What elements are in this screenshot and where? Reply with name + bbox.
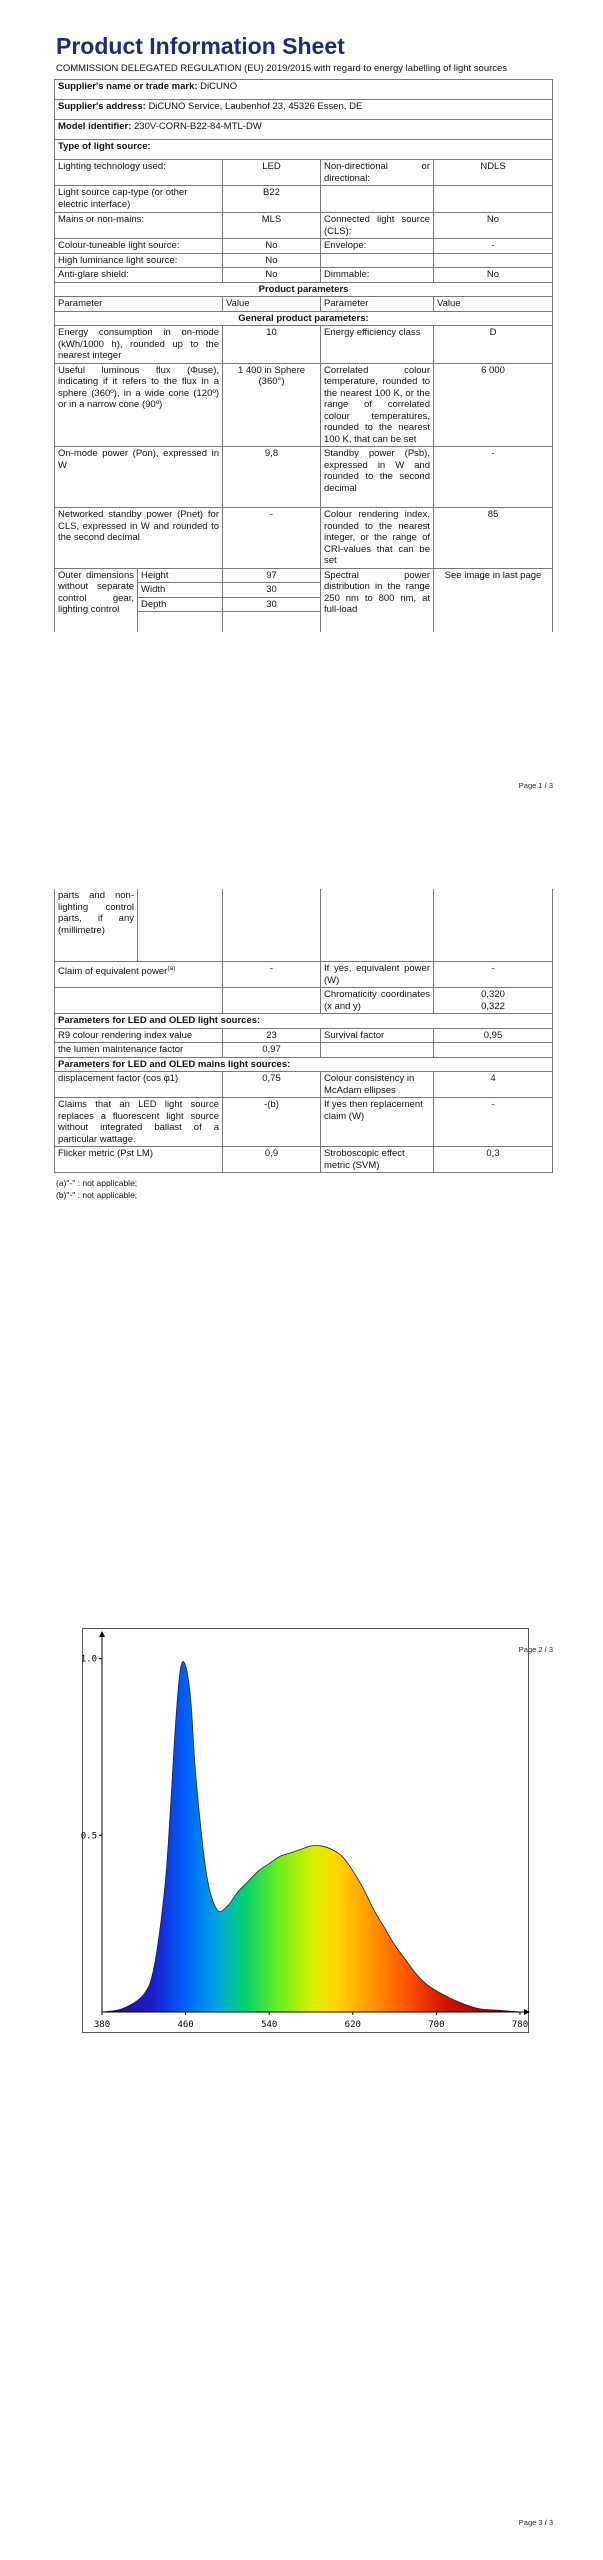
type-value: No xyxy=(223,253,321,268)
spd-value: See image in last page xyxy=(434,568,553,632)
type-row xyxy=(55,253,553,268)
param-label: If yes then replacement claim (W) xyxy=(321,1098,434,1147)
supplier-address-value: DiCUNO Service, Laubenhof 23, 45326 Essen, DE xyxy=(148,101,363,112)
width-label: Width xyxy=(138,583,223,598)
param-label: Networked standby power (Pnet) for CLS, expressed in W and rounded to the second decimal xyxy=(55,508,223,569)
page-title: Product Information Sheet xyxy=(56,33,345,59)
height-value: 97 xyxy=(223,568,321,583)
param-label: Correlated colour temperature, rounded to the nearest 100 K, or the range of correlated colour temperatures, rounded to the nearest 100 K, that can be set xyxy=(321,363,434,447)
param-row xyxy=(55,1043,553,1058)
type-param: High luminance light source: xyxy=(55,253,223,268)
spectrum-area xyxy=(102,1662,520,2012)
param-row xyxy=(55,1147,553,1173)
param-label: Useful luminous flux (Φuse), indicating if it refers to the flux in a sphere (360º), in a wide cone (120º) or in a narrow cone (90º) xyxy=(55,363,223,447)
param-value: 0,9 xyxy=(223,1147,321,1173)
param-value: 4 xyxy=(434,1072,553,1098)
param-row xyxy=(55,508,553,569)
led-section-heading: Parameters for LED and OLED light sources: xyxy=(55,1014,553,1029)
column-header: Value xyxy=(223,297,321,312)
x-tick-label: 620 xyxy=(344,2020,361,2030)
page-2 xyxy=(54,889,552,1201)
chromaticity-y: 0,322 xyxy=(481,1000,505,1012)
x-tick-label: 780 xyxy=(511,2020,529,2030)
dimensions-table xyxy=(54,568,553,633)
info-table-page-2 xyxy=(54,961,553,1173)
equiv-power-value: - xyxy=(434,962,553,988)
supplier-name-row xyxy=(55,80,553,100)
column-header: Value xyxy=(434,297,553,312)
type-value: - xyxy=(434,239,553,254)
y-tick-label: 0.5 xyxy=(80,1831,97,1842)
page-number: Page 3 / 3 xyxy=(518,2518,553,2527)
param-label: Energy efficiency class xyxy=(321,326,434,364)
product-params-heading-row xyxy=(55,282,553,297)
chromaticity-label: Chromaticity coordinates (x and y) xyxy=(321,988,434,1014)
product-params-heading: Product parameters xyxy=(55,282,553,297)
model-label: Model identifier: xyxy=(58,121,132,132)
general-params-heading-row xyxy=(55,311,553,326)
info-table-page-1 xyxy=(54,79,553,569)
height-label: Height xyxy=(138,568,223,583)
param-label: Flicker metric (Pst LM) xyxy=(55,1147,223,1173)
supplier-address-row xyxy=(55,100,553,120)
param-value: - xyxy=(223,508,321,569)
type-value: NDLS xyxy=(434,160,553,186)
param-label: Survival factor xyxy=(321,1028,434,1043)
param-value: 85 xyxy=(434,508,553,569)
param-label xyxy=(321,1043,434,1058)
column-header: Parameter xyxy=(55,297,223,312)
param-label: Colour rendering index, rounded to the nearest integer, or the range of CRI-values that can be set xyxy=(321,508,434,569)
mains-section-heading: Parameters for LED and OLED mains light sources: xyxy=(55,1057,553,1072)
type-param: Colour-tuneable light source: xyxy=(55,239,223,254)
param-row xyxy=(55,1028,553,1043)
param-value: - xyxy=(434,1098,553,1147)
type-param: Non-directional or directional: xyxy=(321,160,434,186)
y-axis-arrow xyxy=(99,1631,105,1637)
type-param: Light source cap-type (or other electric interface) xyxy=(55,186,223,213)
type-value: No xyxy=(223,268,321,283)
type-value: No xyxy=(434,213,553,239)
x-tick-label: 540 xyxy=(261,2020,278,2030)
type-param: Mains or non-mains: xyxy=(55,213,223,239)
param-row xyxy=(55,363,553,447)
equiv-claim-label: Claim of equivalent power xyxy=(58,966,168,978)
depth-value: 30 xyxy=(223,597,321,612)
type-value: MLS xyxy=(223,213,321,239)
footnote-b: (b)"-" : not applicable; xyxy=(56,1190,138,1200)
supplier-name-label: Supplier's name or trade mark: xyxy=(58,81,198,92)
param-value: D xyxy=(434,326,553,364)
depth-label: Depth xyxy=(138,597,223,612)
param-label: Stroboscopic effect metric (SVM) xyxy=(321,1147,434,1173)
type-value: LED xyxy=(223,160,321,186)
regulation-text: COMMISSION DELEGATED REGULATION (EU) 2019/2015 with regard to energy labelling of light sources xyxy=(56,63,508,74)
param-label: On-mode power (Pon), expressed in W xyxy=(55,447,223,508)
equiv-claim-value: - xyxy=(223,962,321,988)
type-value: B22 xyxy=(223,186,321,213)
x-tick-label: 700 xyxy=(428,2020,445,2030)
param-row xyxy=(55,962,553,988)
param-row xyxy=(55,326,553,364)
equiv-power-label: If yes, equivalent power (W) xyxy=(321,962,434,988)
chromaticity-x: 0,320 xyxy=(481,989,505,1000)
type-value: No xyxy=(434,268,553,283)
width-value: 30 xyxy=(223,583,321,598)
type-param: Envelope: xyxy=(321,239,434,254)
column-header-row xyxy=(55,297,553,312)
param-value: 10 xyxy=(223,326,321,364)
page-1 xyxy=(54,34,552,632)
model-row xyxy=(55,120,553,140)
x-tick-label: 380 xyxy=(93,2020,111,2030)
spd-label: Spectral power distribution in the range 250 nm to 800 nm, at full-load xyxy=(321,568,434,632)
type-param xyxy=(321,253,434,268)
column-header: Parameter xyxy=(321,297,434,312)
mains-section-row xyxy=(55,1057,553,1072)
type-section-heading: Type of light source: xyxy=(55,140,553,160)
type-row xyxy=(55,186,553,213)
param-row xyxy=(55,988,553,1014)
type-param: Anti-glare shield: xyxy=(55,268,223,283)
type-section-row xyxy=(55,140,553,160)
param-label: R9 colour rendering index value xyxy=(55,1028,223,1043)
param-label: displacement factor (cos φ1) xyxy=(55,1072,223,1098)
param-value: 0,75 xyxy=(223,1072,321,1098)
type-row xyxy=(55,160,553,186)
dimensions-label-continued: parts and non-lighting control parts, if any (millimetre) xyxy=(55,889,138,962)
param-row xyxy=(55,1098,553,1147)
type-value: No xyxy=(223,239,321,254)
param-value: 0,95 xyxy=(434,1028,553,1043)
type-param: Lighting technology used: xyxy=(55,160,223,186)
page-number: Page 2 / 3 xyxy=(518,1645,553,1654)
param-value xyxy=(434,1043,553,1058)
param-label: Colour consistency in McAdam ellipses xyxy=(321,1072,434,1098)
param-value: 9,8 xyxy=(223,447,321,508)
led-section-row xyxy=(55,1014,553,1029)
param-label: Claims that an LED light source replaces a fluorescent light source without integrated ballast of a particular wattage. xyxy=(55,1098,223,1147)
type-row xyxy=(55,239,553,254)
x-axis-arrow xyxy=(524,2009,530,2015)
type-param: Connected light source (CLS): xyxy=(321,213,434,239)
param-value: 0,3 xyxy=(434,1147,553,1173)
spectral-distribution-chart xyxy=(80,1629,529,2032)
param-row xyxy=(55,447,553,508)
y-tick-label: 1.0 xyxy=(80,1654,97,1665)
param-label: the lumen maintenance factor xyxy=(55,1043,223,1058)
model-value: 230V-CORN-B22-84-MTL-DW xyxy=(134,121,262,132)
supplier-name-value: DiCUNO xyxy=(200,81,238,92)
param-value: 6 000 xyxy=(434,363,553,447)
page-number: Page 1 / 3 xyxy=(518,781,553,790)
x-tick-label: 460 xyxy=(177,2020,194,2030)
param-value: 0,97 xyxy=(223,1043,321,1058)
footnote-a: (a)"-" : not applicable; xyxy=(56,1178,138,1188)
param-value: - xyxy=(434,447,553,508)
supplier-address-label: Supplier's address: xyxy=(58,101,146,112)
param-value: -(b) xyxy=(223,1098,321,1147)
dimensions-label: Outer dimensions without separate control gear, lighting control xyxy=(55,568,138,632)
spectrum-chart-frame xyxy=(82,1628,529,2033)
param-label: Standby power (Psb), expressed in W and rounded to the second decimal xyxy=(321,447,434,508)
type-row xyxy=(55,268,553,283)
type-row xyxy=(55,213,553,239)
param-label: Energy consumption in on-mode (kWh/1000 h), rounded up to the nearest integer xyxy=(55,326,223,364)
type-value xyxy=(434,186,553,213)
type-param xyxy=(321,186,434,213)
param-value: 23 xyxy=(223,1028,321,1043)
general-params-heading: General product parameters: xyxy=(55,311,553,326)
type-param: Dimmable: xyxy=(321,268,434,283)
param-row xyxy=(55,1072,553,1098)
param-value: 1 400 in Sphere (360°) xyxy=(223,363,321,447)
type-value xyxy=(434,253,553,268)
footnote-marker: (a) xyxy=(167,965,176,972)
dimensions-continued-table xyxy=(54,889,553,962)
